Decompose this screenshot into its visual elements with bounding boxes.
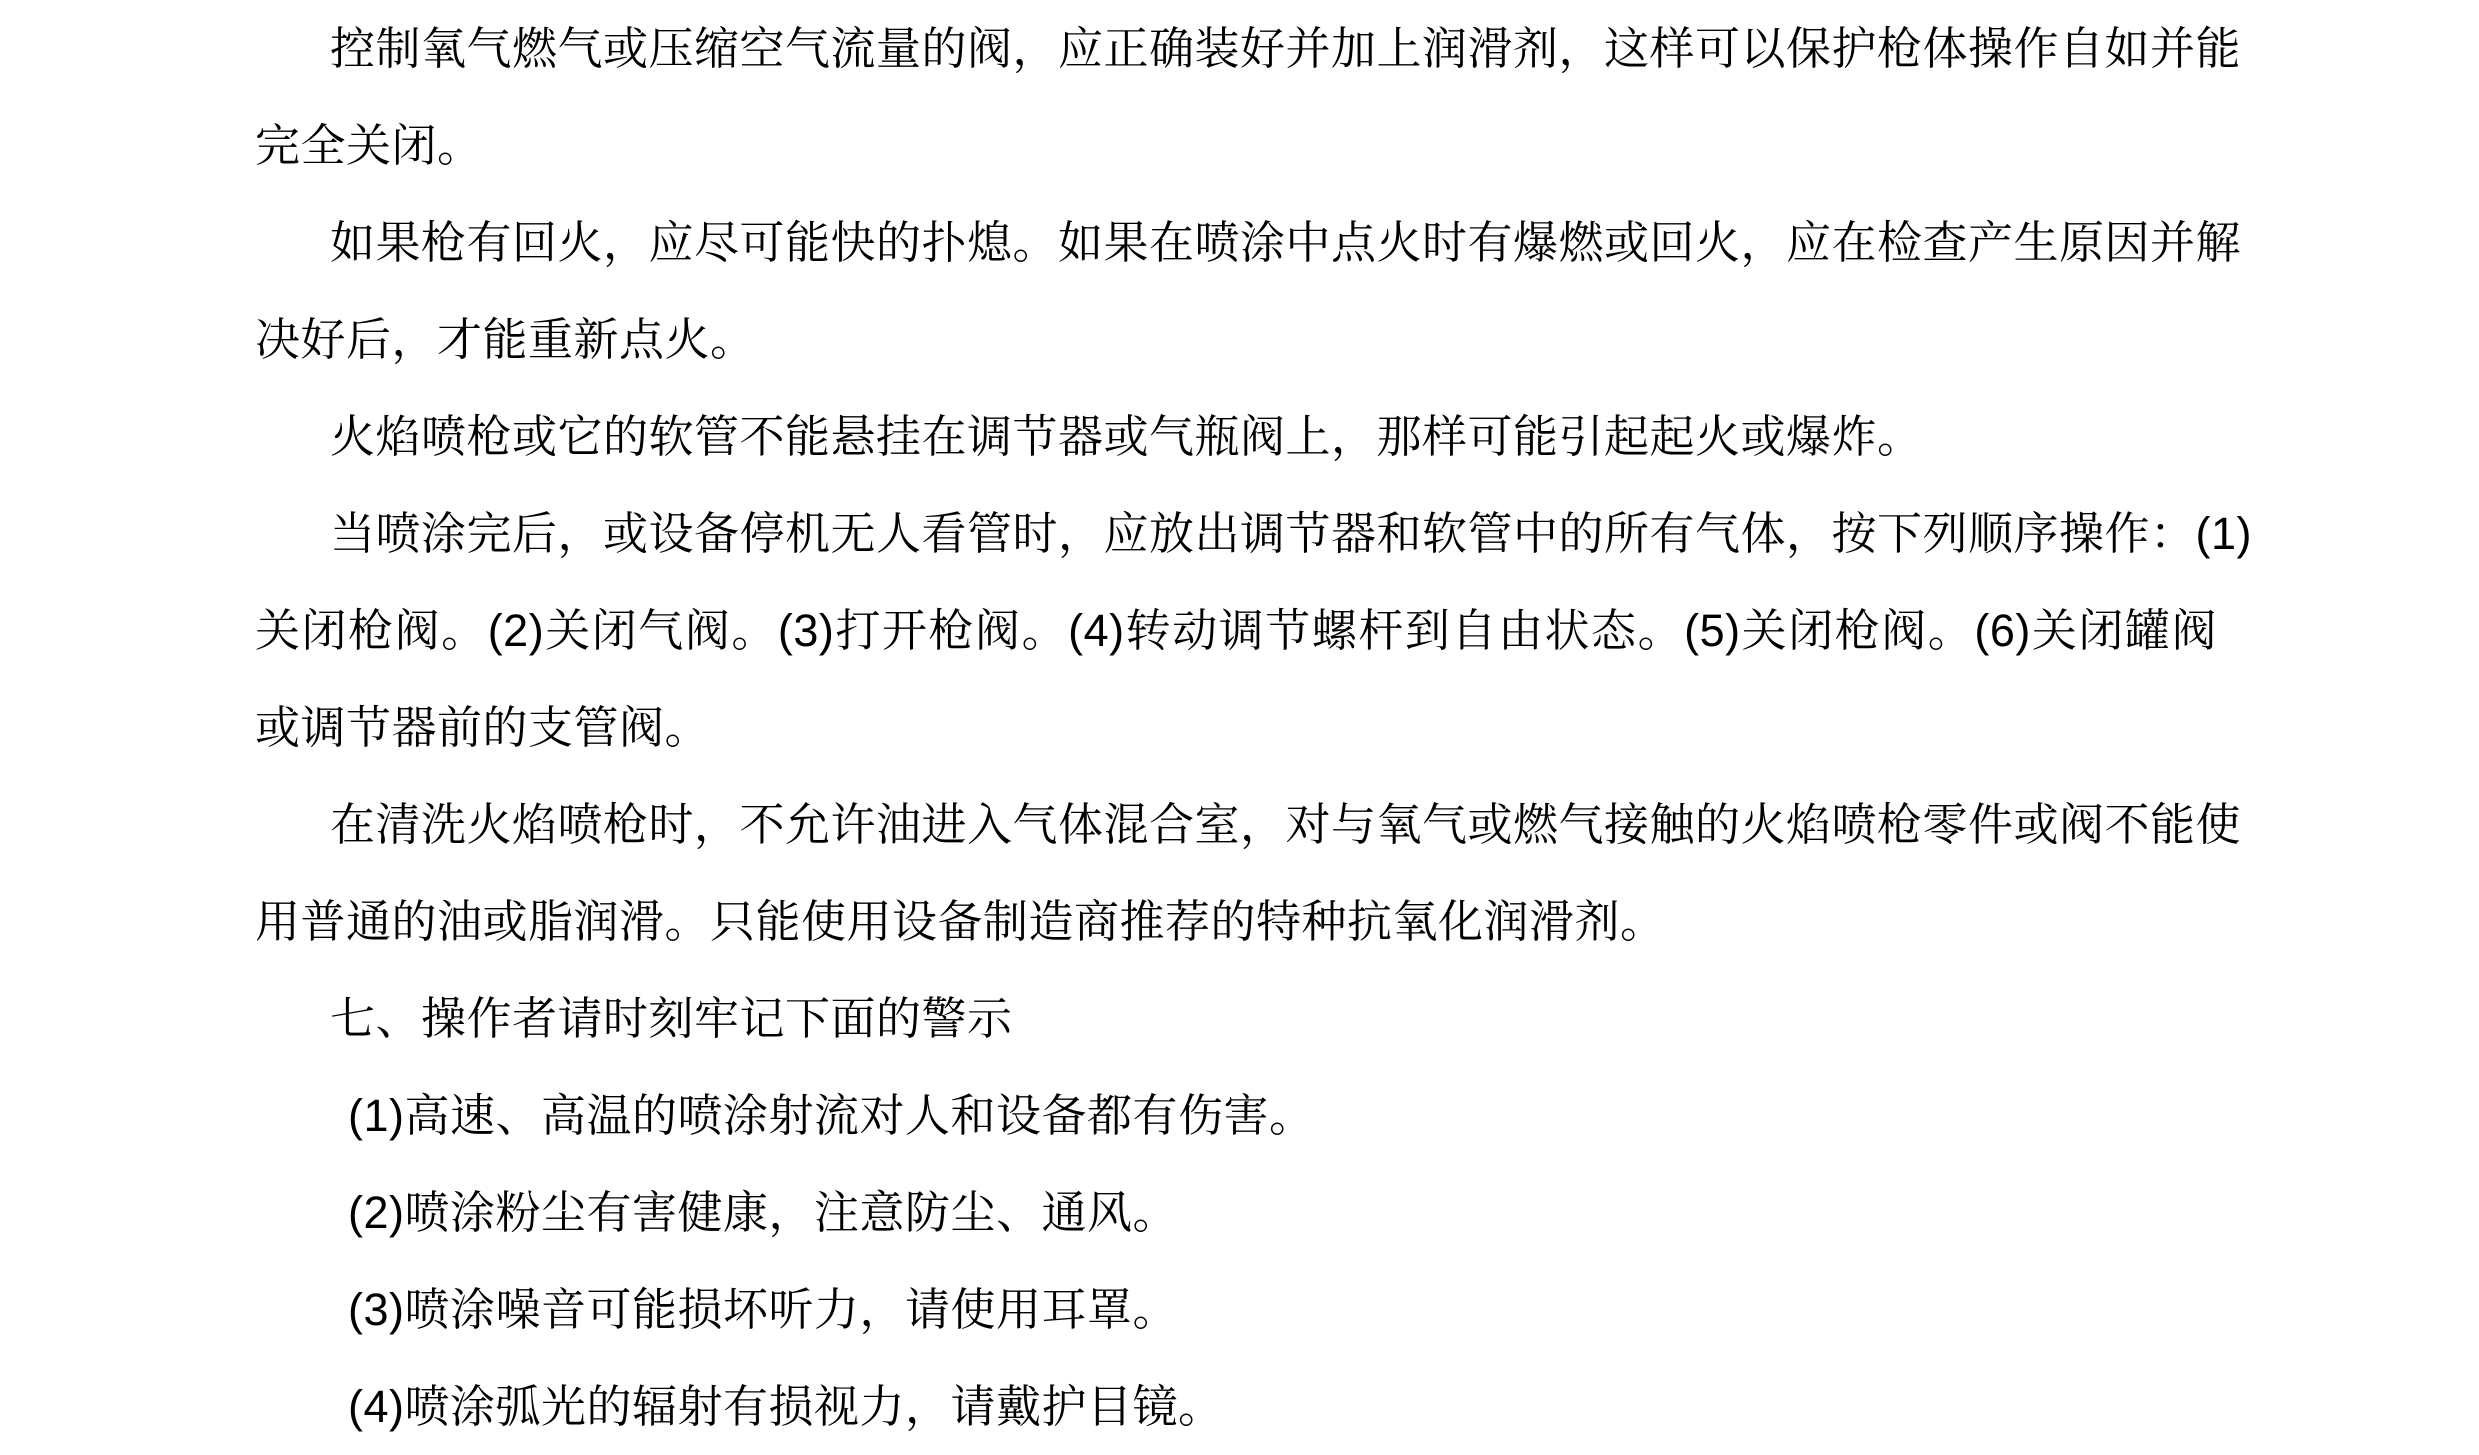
text-line: 决好后，才能重新点火。 xyxy=(255,314,756,365)
text-line: 或调节器前的支管阀。 xyxy=(255,702,711,753)
text-line: 关闭枪阀。(2)关闭气阀。(3)打开枪阀。(4)转动调节螺杆到自由状态。(5)关闭枪阀。(6)关闭罐阀 xyxy=(255,605,2217,656)
text-line: 用普通的油或脂润滑。只能使用设备制造商推荐的特种抗氧化润滑剂。 xyxy=(255,896,1666,947)
text-line: 完全关闭。 xyxy=(255,120,483,171)
warning-item: (3)喷涂噪音可能损坏听力，请使用耳罩。 xyxy=(348,1284,1178,1335)
section-heading: 七、操作者请时刻牢记下面的警示 xyxy=(330,993,1013,1044)
text-line: 控制氧气燃气或压缩空气流量的阀，应正确装好并加上润滑剂，这样可以保护枪体操作自如并能 xyxy=(330,23,2242,74)
text-line: 火焰喷枪或它的软管不能悬挂在调节器或气瓶阀上，那样可能引起起火或爆炸。 xyxy=(330,411,1923,462)
warning-item: (2)喷涂粉尘有害健康，注意防尘、通风。 xyxy=(348,1187,1178,1238)
text-line: 当喷涂完后，或设备停机无人看管时，应放出调节器和软管中的所有气体，按下列顺序操作：(1) xyxy=(330,508,2253,559)
warning-item: (4)喷涂弧光的辐射有损视力，请戴护目镜。 xyxy=(348,1381,1224,1432)
warning-item: (1)高速、高温的喷涂射流对人和设备都有伤害。 xyxy=(348,1090,1315,1141)
text-line: 在清洗火焰喷枪时，不允许油进入气体混合室，对与氧气或燃气接触的火焰喷枪零件或阀不能使 xyxy=(330,799,2242,850)
text-line: 如果枪有回火，应尽可能快的扑熄。如果在喷涂中点火时有爆燃或回火，应在检查产生原因并解 xyxy=(330,217,2242,268)
